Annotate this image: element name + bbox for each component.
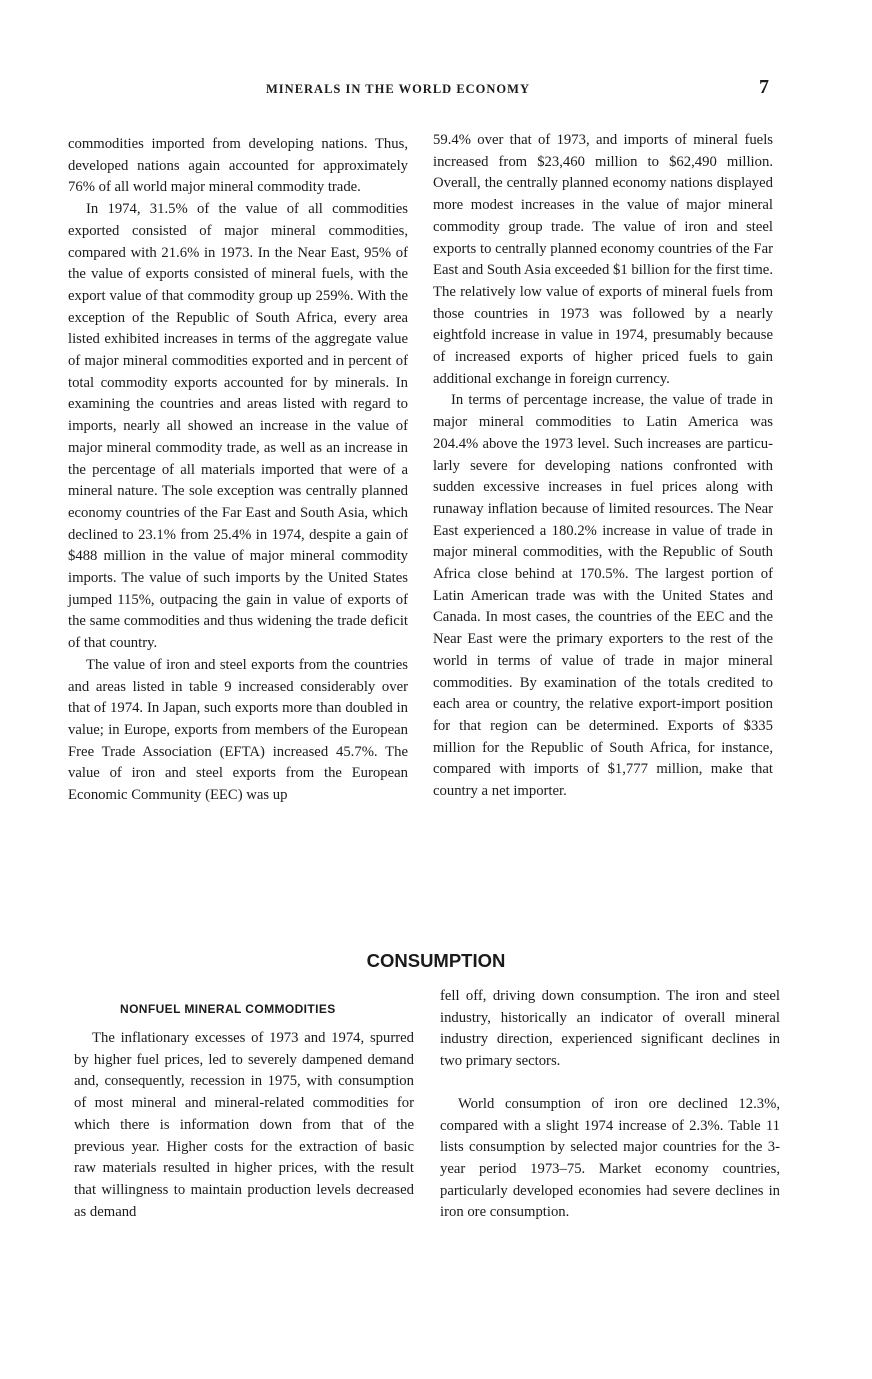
paragraph: 59.4% over that of 1973, and imports of mineral fuels increased from $23,460 million to $62,490 million. Overall, the centrally planned economy nations displayed more modest increases in the value of major mineral commodity group trade. The value of iron and steel exports to centrally planned economy countries of the Far East and South Asia exceeded $1 billion for the first time. The relatively low value of exports of mineral fuels from those countries in 1973 was followed by a nearly eightfold increase in value in 1974, presumably because of increased exports of higher priced fuels to gain additional exchange in foreign currency. xyxy=(433,132,773,387)
paragraph: The value of iron and steel exports from the countries and areas listed in table 9 increased considerably over that of 1974. In Japan, such exports more than doubled in value; in Europe, exports from members of the European Free Trade Association (EFTA) increased 45.7%. The value of iron and steel exports from the European Economic Community (EEC) was up xyxy=(68,656,408,804)
running-head: MINERALS IN THE WORLD ECONOMY xyxy=(266,82,530,96)
paragraph: The inflationary excesses of 1973 and 1974, spurred by higher fuel prices, led to severely dampened demand and, consequently, recession in 1975, with consumption of most mineral and mineral-related commodities for which there is information down from that of the previous year. Higher costs for the extraction of basic raw materials resulted in higher prices, with the result that willingness to maintain production levels decreased as demand xyxy=(74,1030,414,1220)
left-text-column xyxy=(68,134,408,807)
section-heading: CONSUMPTION xyxy=(366,950,506,971)
paragraph: World consumption of iron ore declined 12.3%, compared with a slight 1974 increase of 2.3%. Table 11 lists consumption by selected major countries for the 3-year period 1973–75. Market economy countries, particularly developed economies had severe declines in iron ore consumption. xyxy=(440,1095,780,1221)
page-number: 7 xyxy=(759,76,769,98)
paragraph: In 1974, 31.5% of the value of all commodities exported consisted of major mineral commodities, compared with 21.6% in 1973. In the Near East, 95% of the value of exports consisted of mineral fuels, with the export value of that commodity group up 259%. With the exception of the Republic of South Africa, every area listed exhibited increases in terms of the aggregate value of major mineral commodities exported and in percent of total commodity exports accounted for by minerals. In examining the countries and areas listed with regard to imports, nearly all showed an increase in the value of major mineral commodity trade, as well as an increase in the percentage of all materials imported that were of a mineral nature. The sole exception was centrally planned economy countries of the Far East and South Asia, which declined to 23.1% from 25.4% in 1974, despite a gain of $488 million in the value of major mineral commodity imports. The value of such imports by the United States jumped 115%, outpacing the gain in value of exports of the same commodities and thus widening the trade deficit of that country. xyxy=(68,201,408,652)
paragraph: commodities imported from developing nations. Thus, developed nations again accounted for approximately 76% of all world major mineral commodity trade. xyxy=(68,136,408,196)
subsection-heading: NONFUEL MINERAL COMMODITIES xyxy=(120,1002,336,1016)
paragraph: fell off, driving down consumption. The iron and steel industry, historically an indicator of overall mineral industry direction, experienced significant declines in two primary sectors. xyxy=(440,988,780,1070)
paragraph: In terms of percentage increase, the value of trade in major mineral commodities to Latin America was 204.4% above the 1973 level. Such increases are particularly severe for developing nations confronted with sudden excessive increases in fuel prices along with runaway inflation because of limited resources. The Near East experienced a 180.2% increase in value of trade in major mineral commodities, with the Republic of South Africa close behind at 170.5%. The largest portion of Latin American trade was with the United States and Canada. In most cases, the countries of the EEC and the Near East were the primary exporters to the rest of the world in terms of value of trade in major mineral commodities. By examination of the totals credited to each area or country, the relative export-import position for that region can be determined. Exports of $335 million for the Republic of South Africa, for instance, compared with imports of $1,777 million, make that country a net importer. xyxy=(433,392,773,800)
right-text-column xyxy=(433,130,773,803)
section-left-column xyxy=(74,1028,414,1223)
section-right-column xyxy=(440,986,780,1224)
